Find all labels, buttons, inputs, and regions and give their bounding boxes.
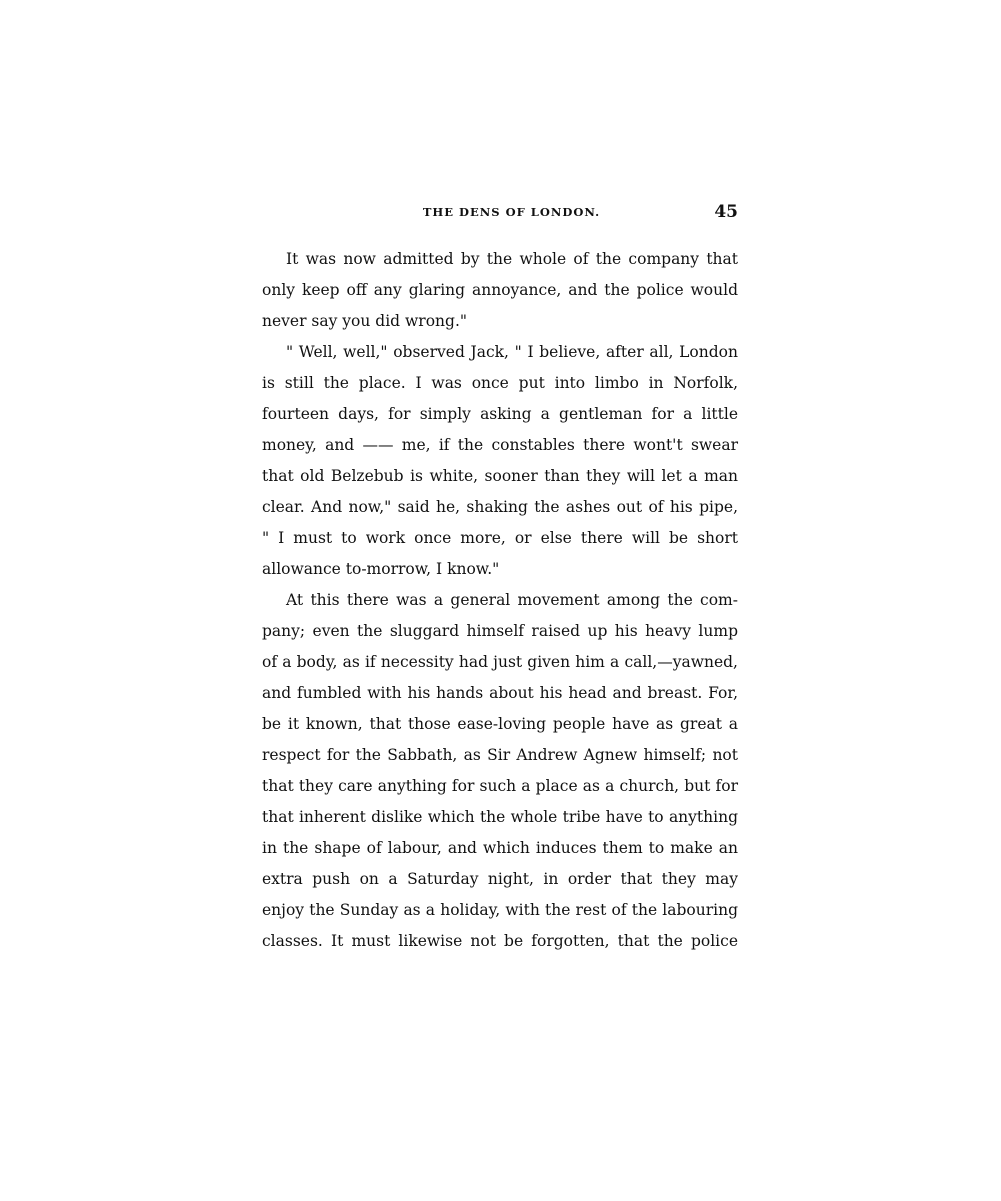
text-line: that old Belzebub is white, sooner than they will let a man [262, 467, 738, 485]
text-line: is still the place. I was once put into limbo in Norfolk, [262, 374, 738, 392]
text-line: It was now admitted by the whole of the company that [286, 250, 738, 268]
text-line: never say you did wrong." [262, 312, 467, 330]
text-line: that they care anything for such a place as a church, but for [262, 777, 738, 795]
text-line: respect for the Sabbath, as Sir Andrew Agnew himself; not [262, 746, 738, 764]
text-line: be it known, that those ease-loving people have as great a [262, 715, 738, 733]
text-line: pany; even the sluggard himself raised up his heavy lump [262, 622, 738, 640]
text-line: At this there was a general movement among the com- [286, 591, 738, 609]
text-line: " I must to work once more, or else there will be short [262, 529, 738, 547]
text-line: " Well, well," observed Jack, " I believe, after all, London [286, 343, 738, 361]
text-line: only keep off any glaring annoyance, and the police would [262, 281, 738, 299]
running-title: THE DENS OF LONDON. [422, 205, 601, 219]
page-number: 45 [714, 202, 738, 222]
text-line: money, and —— me, if the constables there wont't swear [262, 436, 738, 454]
text-line: classes. It must likewise not be forgotten, that the police [262, 932, 738, 950]
body-text [262, 244, 738, 957]
text-line: fourteen days, for simply asking a gentleman for a little [262, 405, 738, 423]
text-line: clear. And now," said he, shaking the ashes out of his pipe, [262, 498, 738, 516]
text-line: of a body, as if necessity had just given him a call,—yawned, [262, 653, 738, 671]
running-head [285, 202, 738, 224]
text-line: that inherent dislike which the whole tribe have to anything [262, 808, 738, 826]
text-line: enjoy the Sunday as a holiday, with the rest of the labouring [262, 901, 738, 919]
text-line: and fumbled with his hands about his head and breast. For, [262, 684, 738, 702]
text-line: allowance to-morrow, I know." [262, 560, 500, 578]
text-line: in the shape of labour, and which induces them to make an [262, 839, 738, 857]
text-line: extra push on a Saturday night, in order that they may [262, 870, 738, 888]
